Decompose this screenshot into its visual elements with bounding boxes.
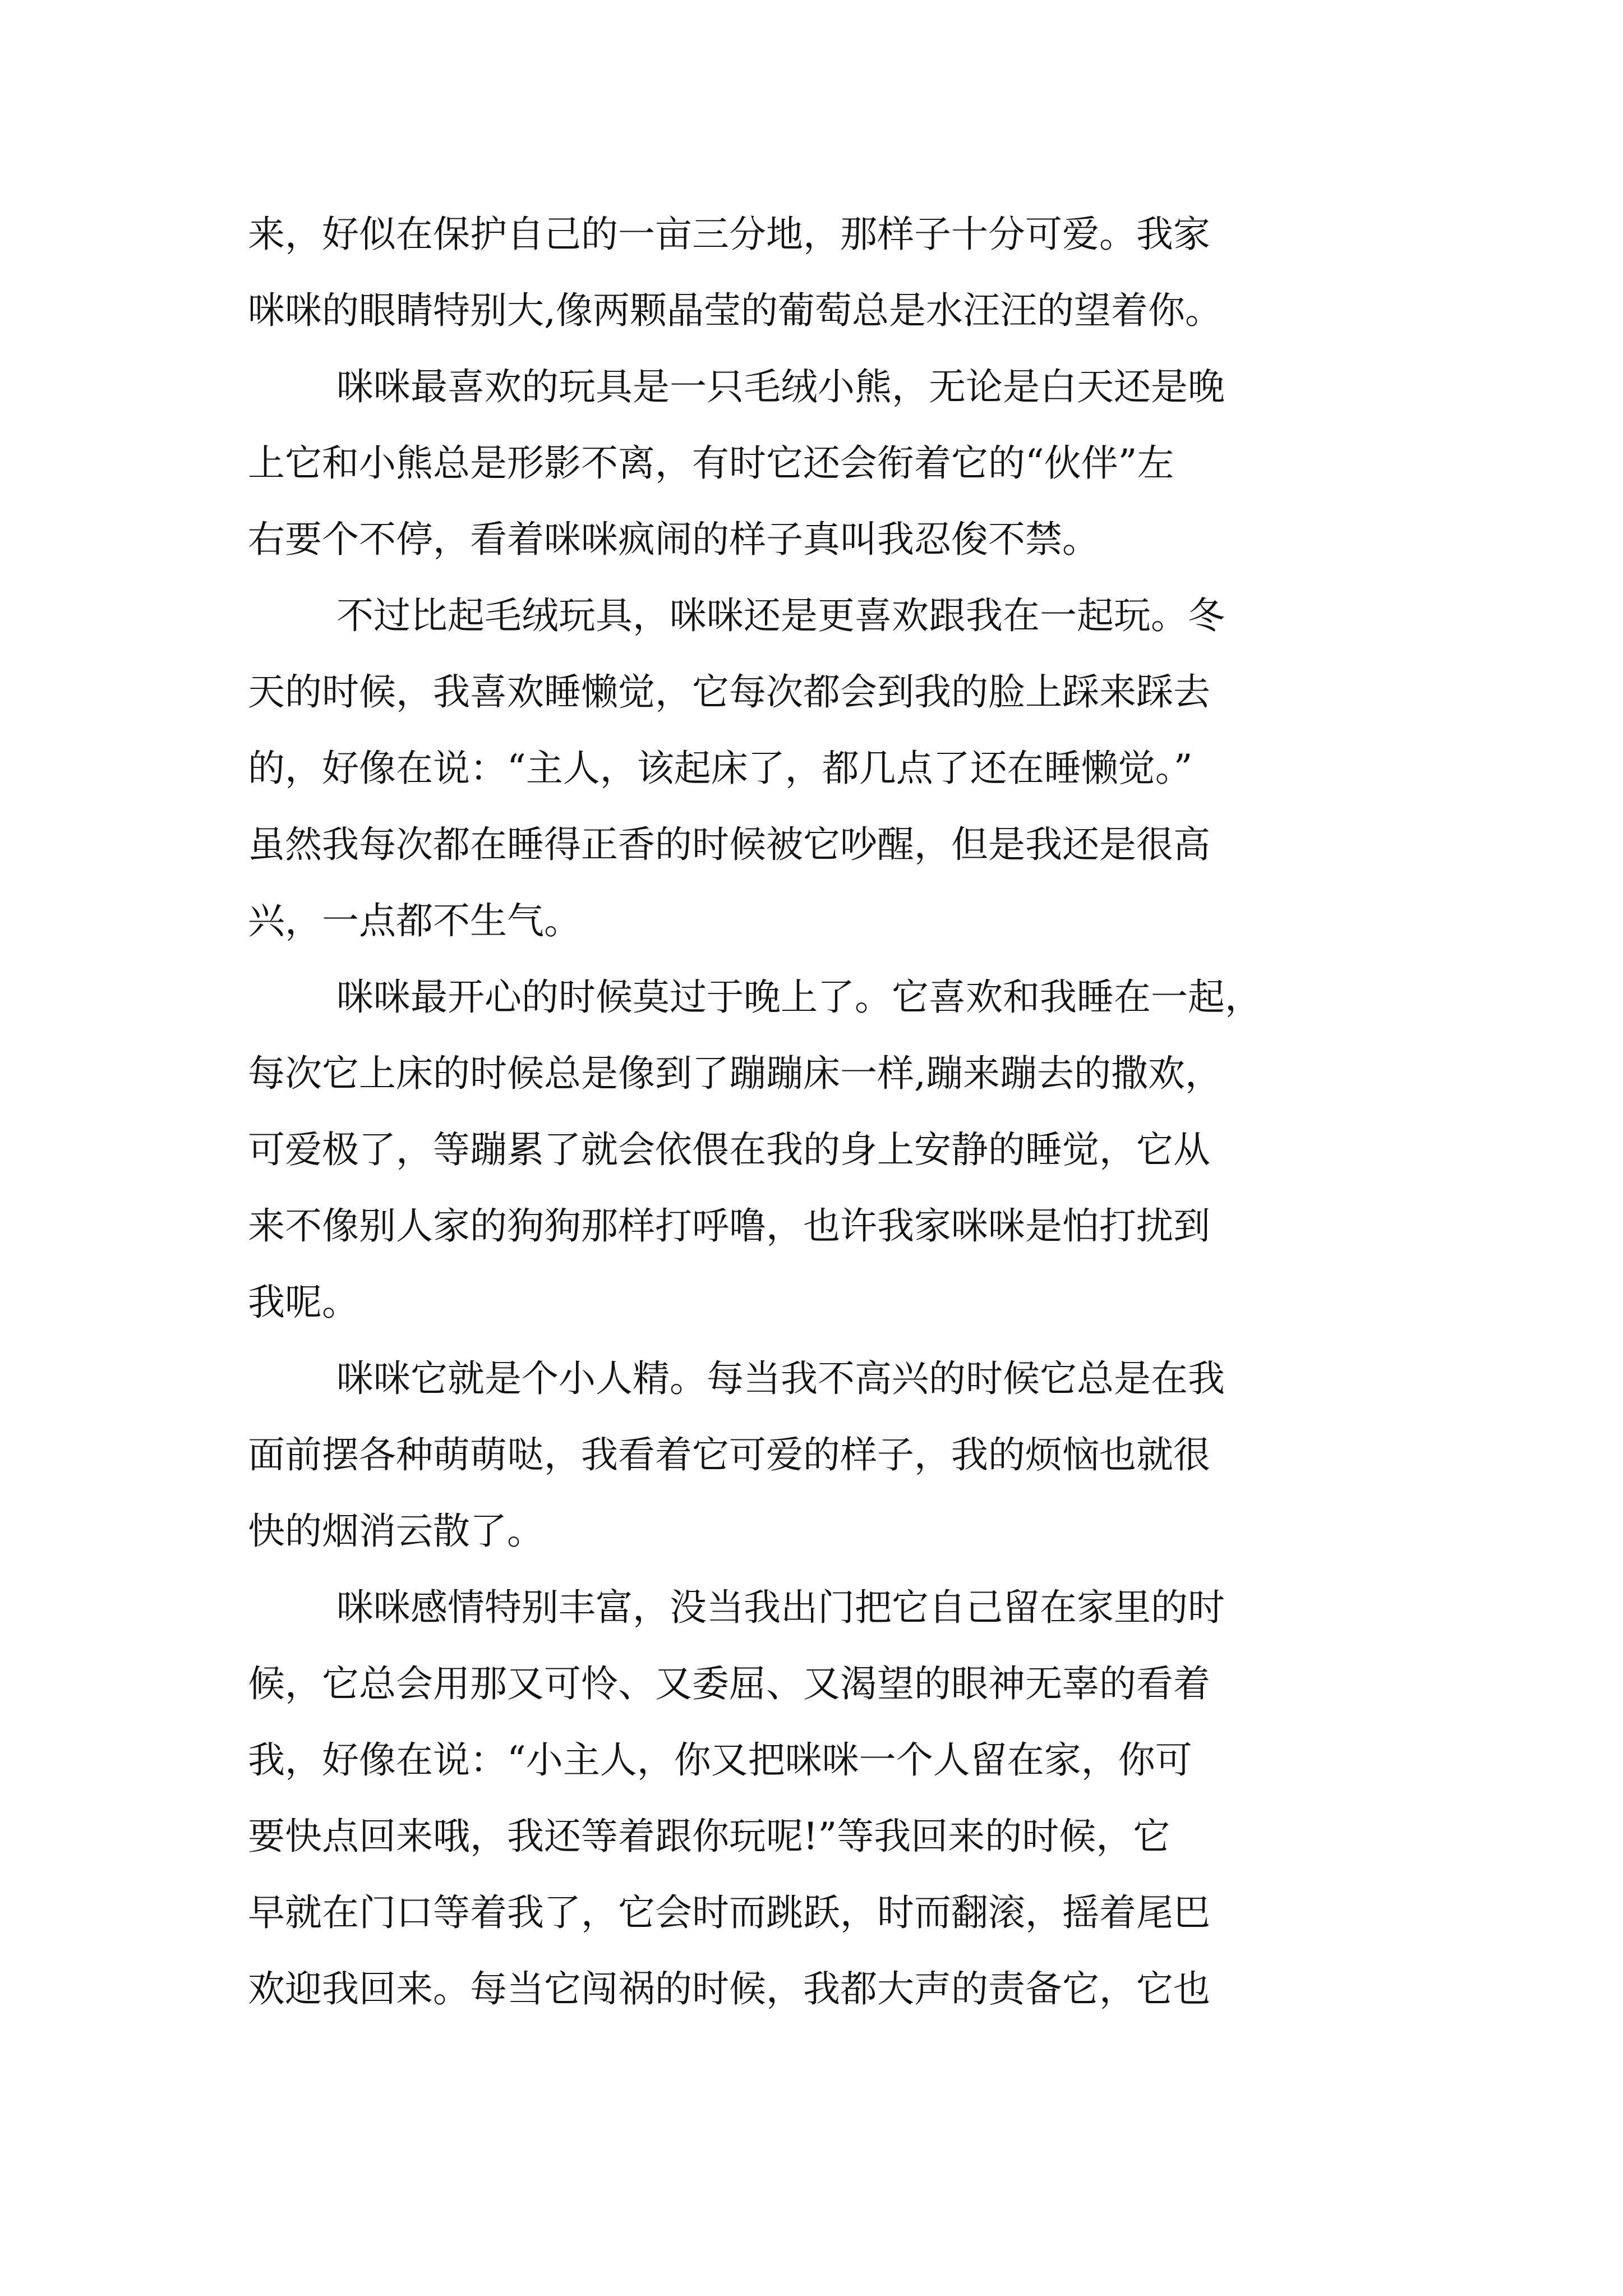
paragraph-start-line: 咪咪最喜欢的玩具是一只毛绒小熊，无论是白天还是晚 <box>336 365 1225 408</box>
text-line: 欢迎我回来。每当它闯祸的时候，我都大声的责备它，它也 <box>248 1967 1210 2010</box>
text-line: 虽然我每次都在睡得正香的时候被它吵醒，但是我还是很高 <box>248 823 1210 866</box>
text-line: 面前摆各种萌萌哒，我看着它可爱的样子，我的烦恼也就很 <box>248 1433 1210 1476</box>
text-line: 候，它总会用那又可怜、又委屈、又渴望的眼神无辜的看着 <box>248 1662 1210 1705</box>
text-line: 兴，一点都不生气。 <box>248 899 581 942</box>
text-line: 早就在门口等着我了，它会时而跳跃，时而翻滚，摇着尾巴 <box>248 1891 1210 1934</box>
text-line: 天的时候，我喜欢睡懒觉，它每次都会到我的脸上踩来踩去 <box>248 670 1210 714</box>
text-line: 要快点回来哦，我还等着跟你玩呢!”等我回来的时候，它 <box>248 1815 1170 1858</box>
text-line: 可爱极了，等蹦累了就会依偎在我的身上安静的睡觉，它从 <box>248 1128 1210 1171</box>
text-line: 我呢。 <box>248 1281 359 1324</box>
paragraph-start-line: 咪咪最开心的时候莫过于晚上了。它喜欢和我睡在一起， <box>336 976 1262 1019</box>
text-line: 来不像别人家的狗狗那样打呼噜，也许我家咪咪是怕打扰到 <box>248 1204 1210 1248</box>
text-line: 快的烟消云散了。 <box>248 1510 544 1553</box>
text-line: 上它和小熊总是形影不离，有时它还会衔着它的“伙伴”左 <box>248 441 1174 485</box>
text-line: 来，好似在保护自己的一亩三分地，那样子十分可爱。我家 <box>248 213 1210 256</box>
paragraph-start-line: 咪咪它就是个小人精。每当我不高兴的时候它总是在我 <box>336 1357 1225 1400</box>
paragraph-start-line: 不过比起毛绒玩具，咪咪还是更喜欢跟我在一起玩。冬 <box>336 594 1225 637</box>
paragraph-start-line: 咪咪感情特别丰富，没当我出门把它自己留在家里的时 <box>336 1586 1225 1629</box>
text-line: 的，好像在说：“主人，该起床了，都几点了还在睡懒觉。” <box>248 747 1193 790</box>
text-line: 每次它上床的时候总是像到了蹦蹦床一样,蹦来蹦去的撒欢， <box>248 1052 1222 1095</box>
text-line: 右要个不停，看着咪咪疯闹的样子真叫我忍俊不禁。 <box>248 518 1099 561</box>
text-line: 咪咪的眼睛特别大,像两颗晶莹的葡萄总是水汪汪的望着你。 <box>248 289 1222 332</box>
text-line: 我，好像在说：“小主人，你又把咪咪一个人留在家，你可 <box>248 1738 1192 1782</box>
